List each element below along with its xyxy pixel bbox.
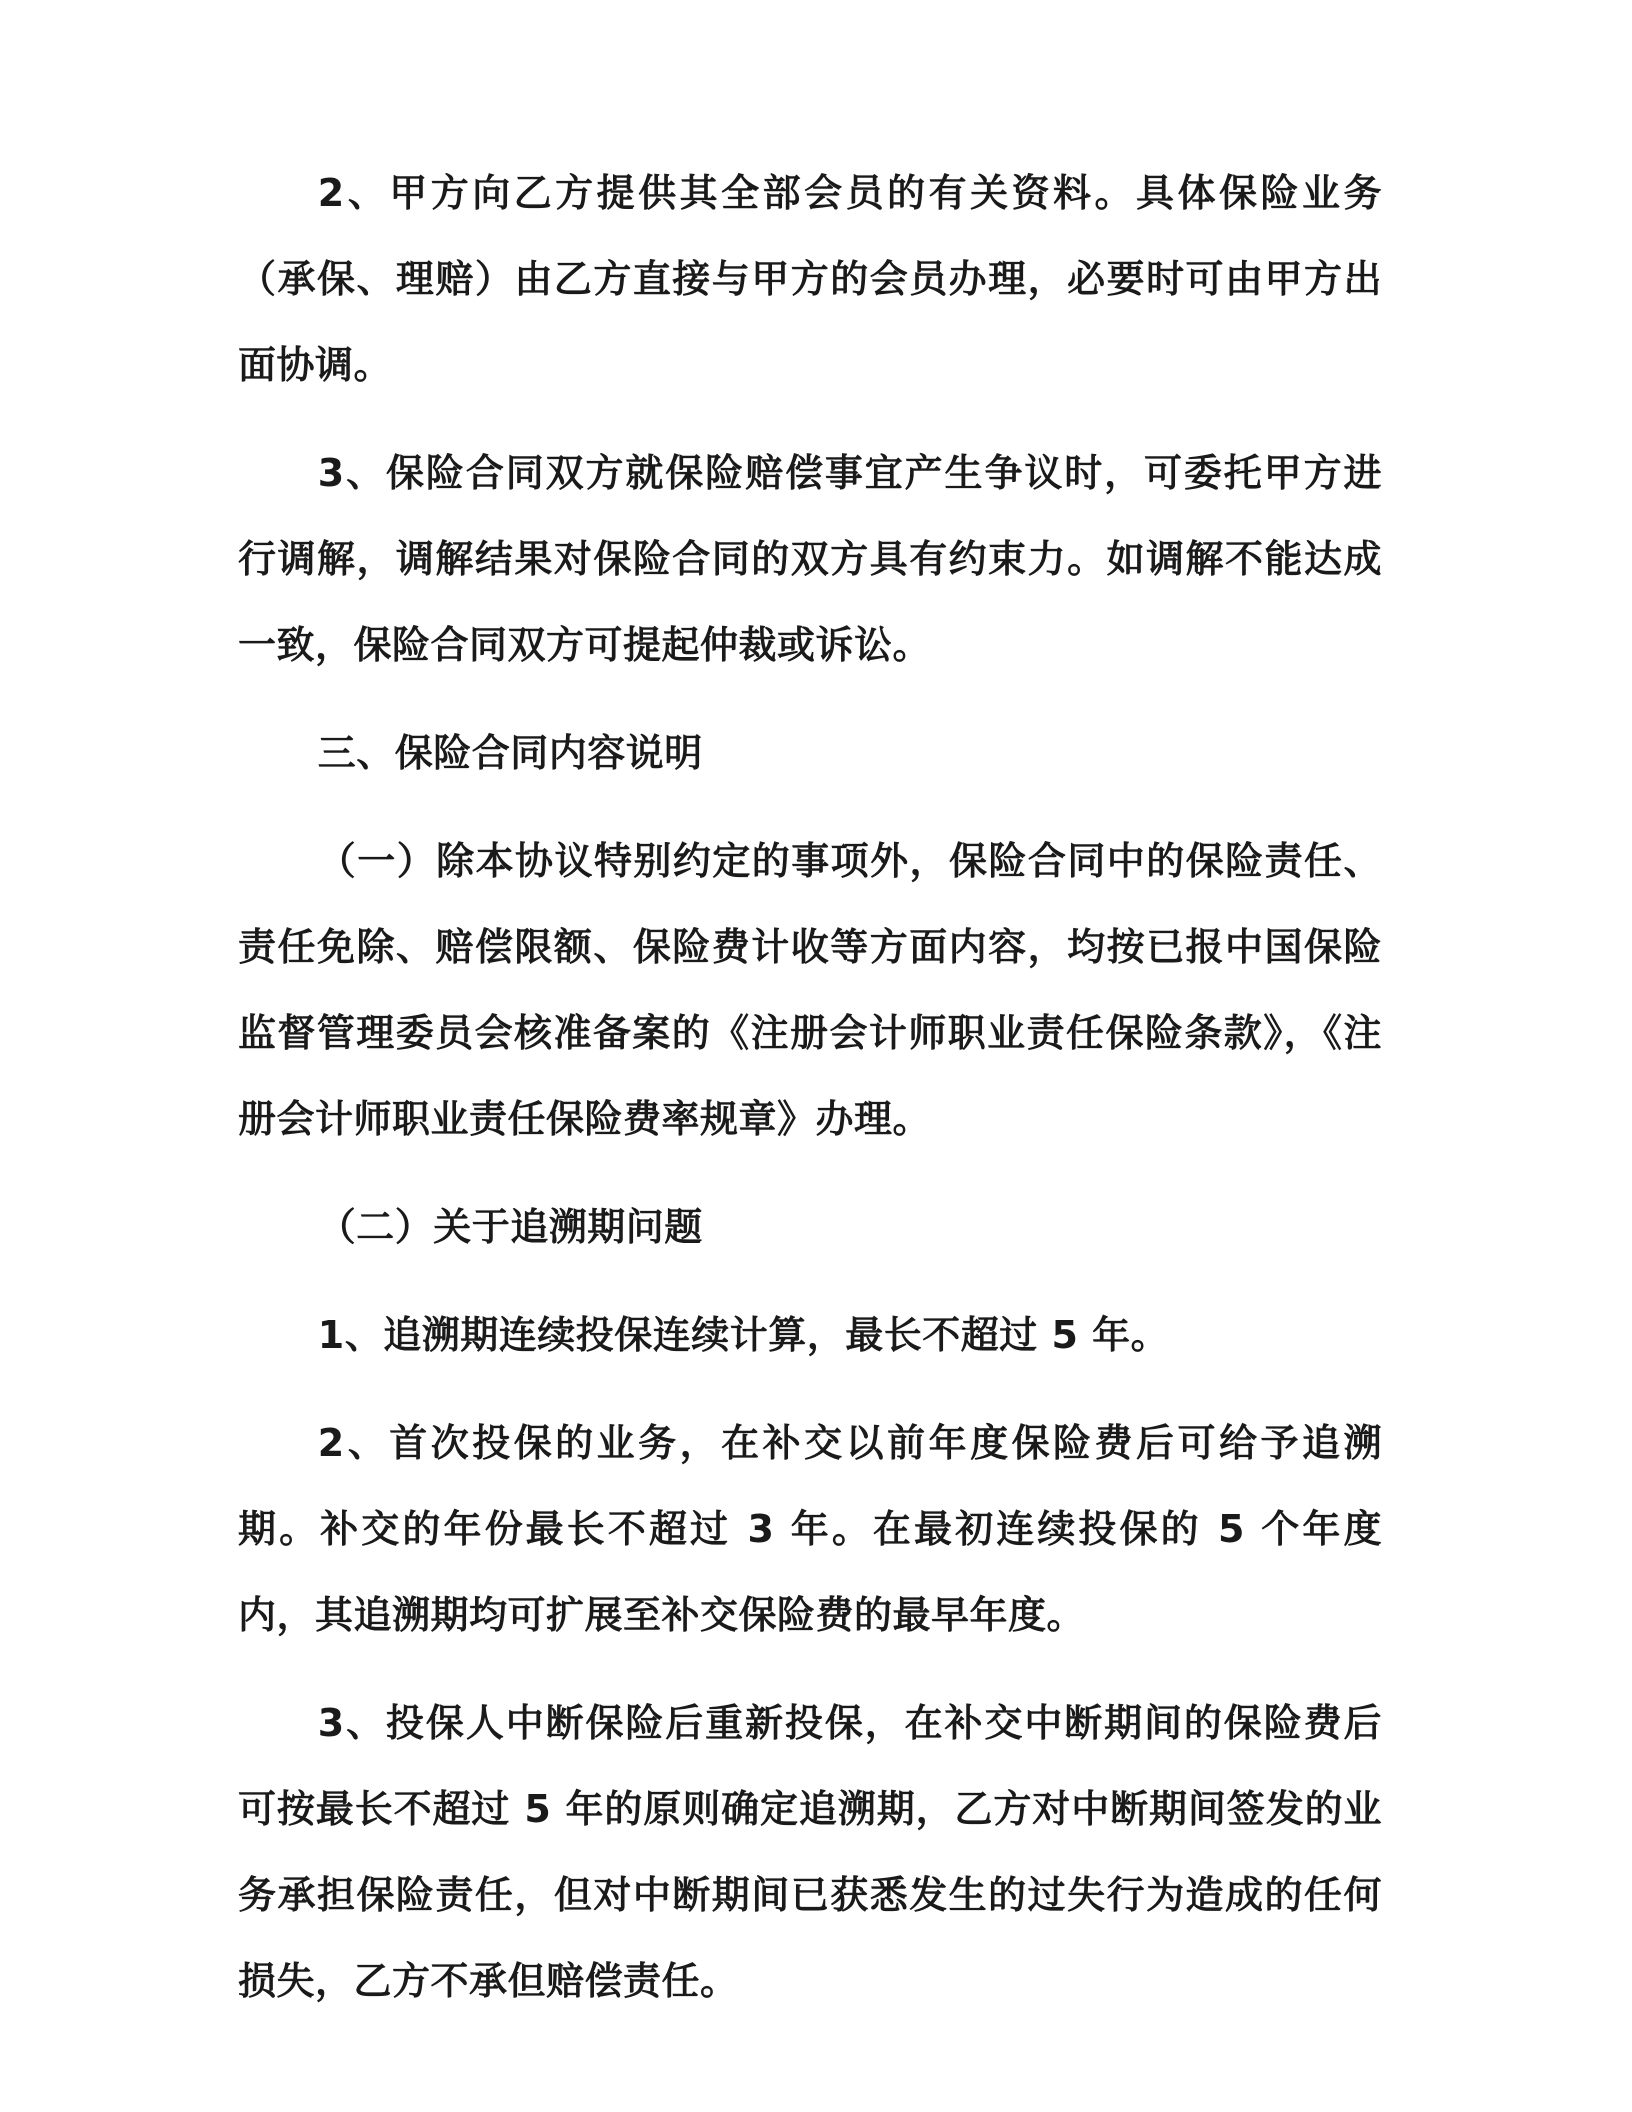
section-heading-3-contract-content: 三、保险合同内容说明 <box>317 731 703 775</box>
paragraph-item-2-member-info: 2、甲方向乙方提供其全部会员的有关资料。具体保险业务（承保、理赔）由乙方直接与甲方的会员办理，必要时可由甲方出面协调。 <box>238 171 1382 387</box>
paragraph-retro-3-interruption: 3、投保人中断保险后重新投保，在补交中断期间的保险费后可按最长不超过 5 年的原则确定追溯期，乙方对中断期间签发的业务承担保险责任，但对中断期间已获悉发生的过失行为造成的任何损失，乙方不承但赔偿责任。 <box>238 1701 1382 2003</box>
paragraph-item-3-dispute-mediation: 3、保险合同双方就保险赔偿事宜产生争议时，可委托甲方进行调解，调解结果对保险合同的双方具有约束力。如调解不能达成一致，保险合同双方可提起仲裁或诉讼。 <box>238 451 1382 667</box>
paragraph-retro-2-first-insurance: 2、首次投保的业务，在补交以前年度保险费后可给予追溯期。补交的年份最长不超过 3 年。在最初连续投保的 5 个年度内，其追溯期均可扩展至补交保险费的最早年度。 <box>238 1421 1382 1637</box>
subsection-heading-2-retroactive-period: （二）关于追溯期问题 <box>317 1205 703 1249</box>
paragraph-subsection-1-clauses: （一）除本协议特别约定的事项外，保险合同中的保险责任、责任免除、赔偿限额、保险费计收等方面内容，均按已报中国保险监督管理委员会核准备案的《注册会计师职业责任保险条款》，《注册会计师职业责任保险费率规章》办理。 <box>238 839 1382 1141</box>
paragraph-retro-1-continuous: 1、追溯期连续投保连续计算，最长不超过 5 年。 <box>317 1313 1170 1357</box>
